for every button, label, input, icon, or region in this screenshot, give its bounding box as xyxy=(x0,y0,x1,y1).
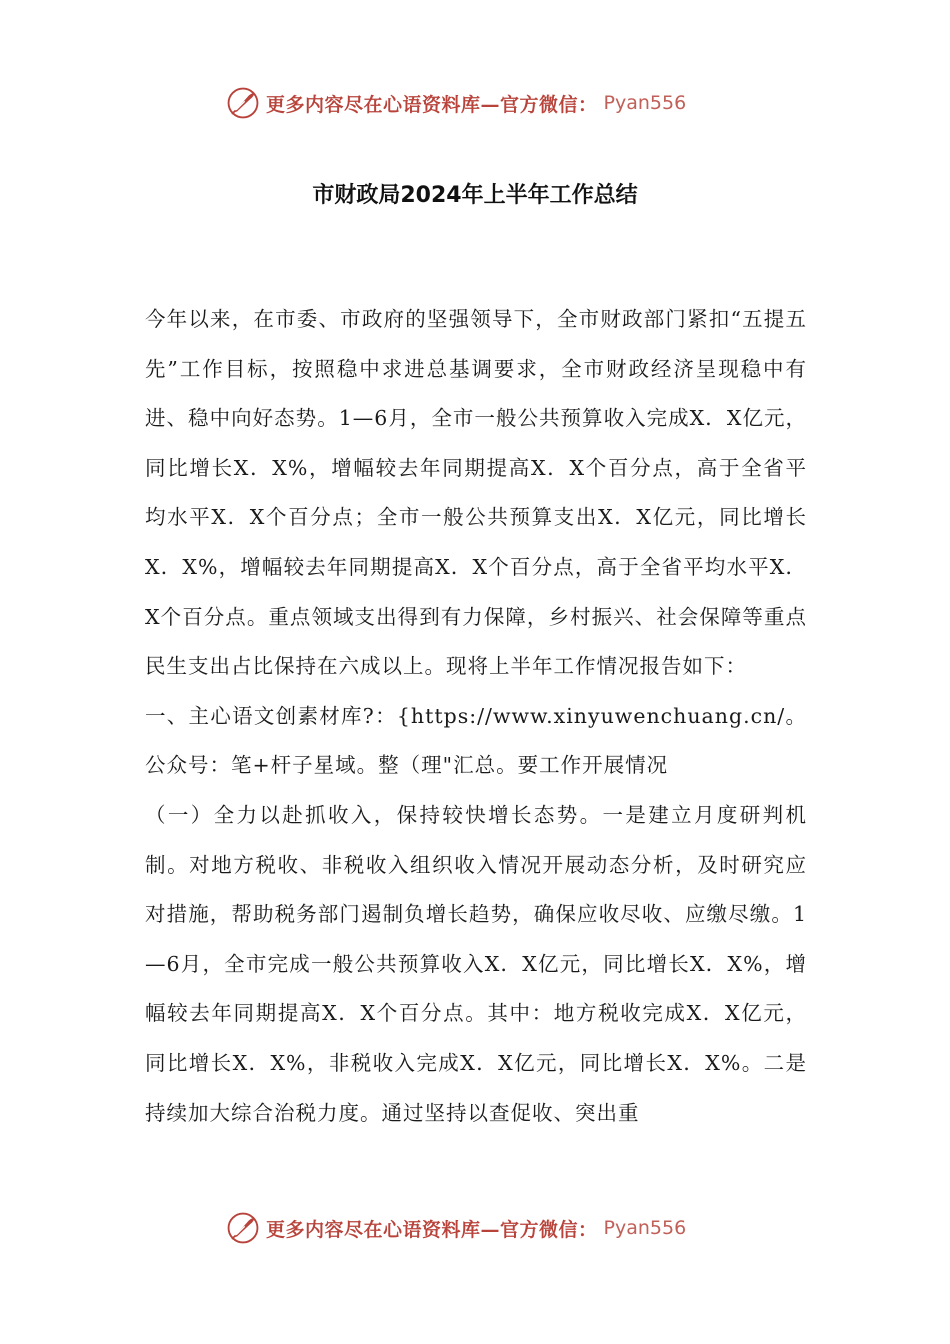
paragraph-section-heading: 一、主心语文创素材库?：{https://www.xinyuwenchuang.cn/。公众号：笔+杆子星域。整（理"汇总。要工作开展情况 xyxy=(145,703,807,778)
watermark-text: 更多内容尽在心语资料库—官方微信： xyxy=(266,1218,598,1241)
quill-logo-icon xyxy=(226,86,260,120)
footer-watermark xyxy=(226,1208,686,1248)
paragraph-revenue: （一）全力以赴抓收入，保持较快增长态势。一是建立月度研判机制。对地方税收、非税收入组织收入情况开展动态分析，及时研究应对措施，帮助税务部门遏制负增长趋势，确保应收尽收、应缴尽缴。1—6月，全市完成一般公共预算收入X．X亿元，同比增长X．X%，增幅较去年同期提高X．X个百分点。其中：地方税收完成X．X亿元，同比增长X．X%，非税收入完成X．X亿元，同比增长X．X%。二是持续加大综合治税力度。通过坚持以查促收、突出重 xyxy=(145,802,807,1125)
document-body xyxy=(145,295,807,1138)
watermark-text: 更多内容尽在心语资料库—官方微信： xyxy=(266,93,598,116)
paragraph-intro: 今年以来，在市委、市政府的坚强领导下，全市财政部门紧扣“五提五先”工作目标，按照稳中求进总基调要求，全市财政经济呈现稳中有进、稳中向好态势。1—6月，全市一般公共预算收入完成X．X亿元，同比增长X．X%，增幅较去年同期提高X．X个百分点，高于全省平均水平X．X个百分点；全市一般公共预算支出X．X亿元，同比增长X．X%，增幅较去年同期提高X．X个百分点，高于全省平均水平X．X个百分点。重点领域支出得到有力保障，乡村振兴、社会保障等重点民生支出占比保持在六成以上。现将上半年工作情况报告如下： xyxy=(145,307,807,679)
quill-logo-icon xyxy=(226,1211,260,1245)
watermark-contact: Pyan556 xyxy=(603,1217,687,1239)
header-watermark xyxy=(226,83,686,123)
document-title: 市财政局2024年上半年工作总结 xyxy=(312,183,638,208)
watermark-contact: Pyan556 xyxy=(603,92,687,114)
